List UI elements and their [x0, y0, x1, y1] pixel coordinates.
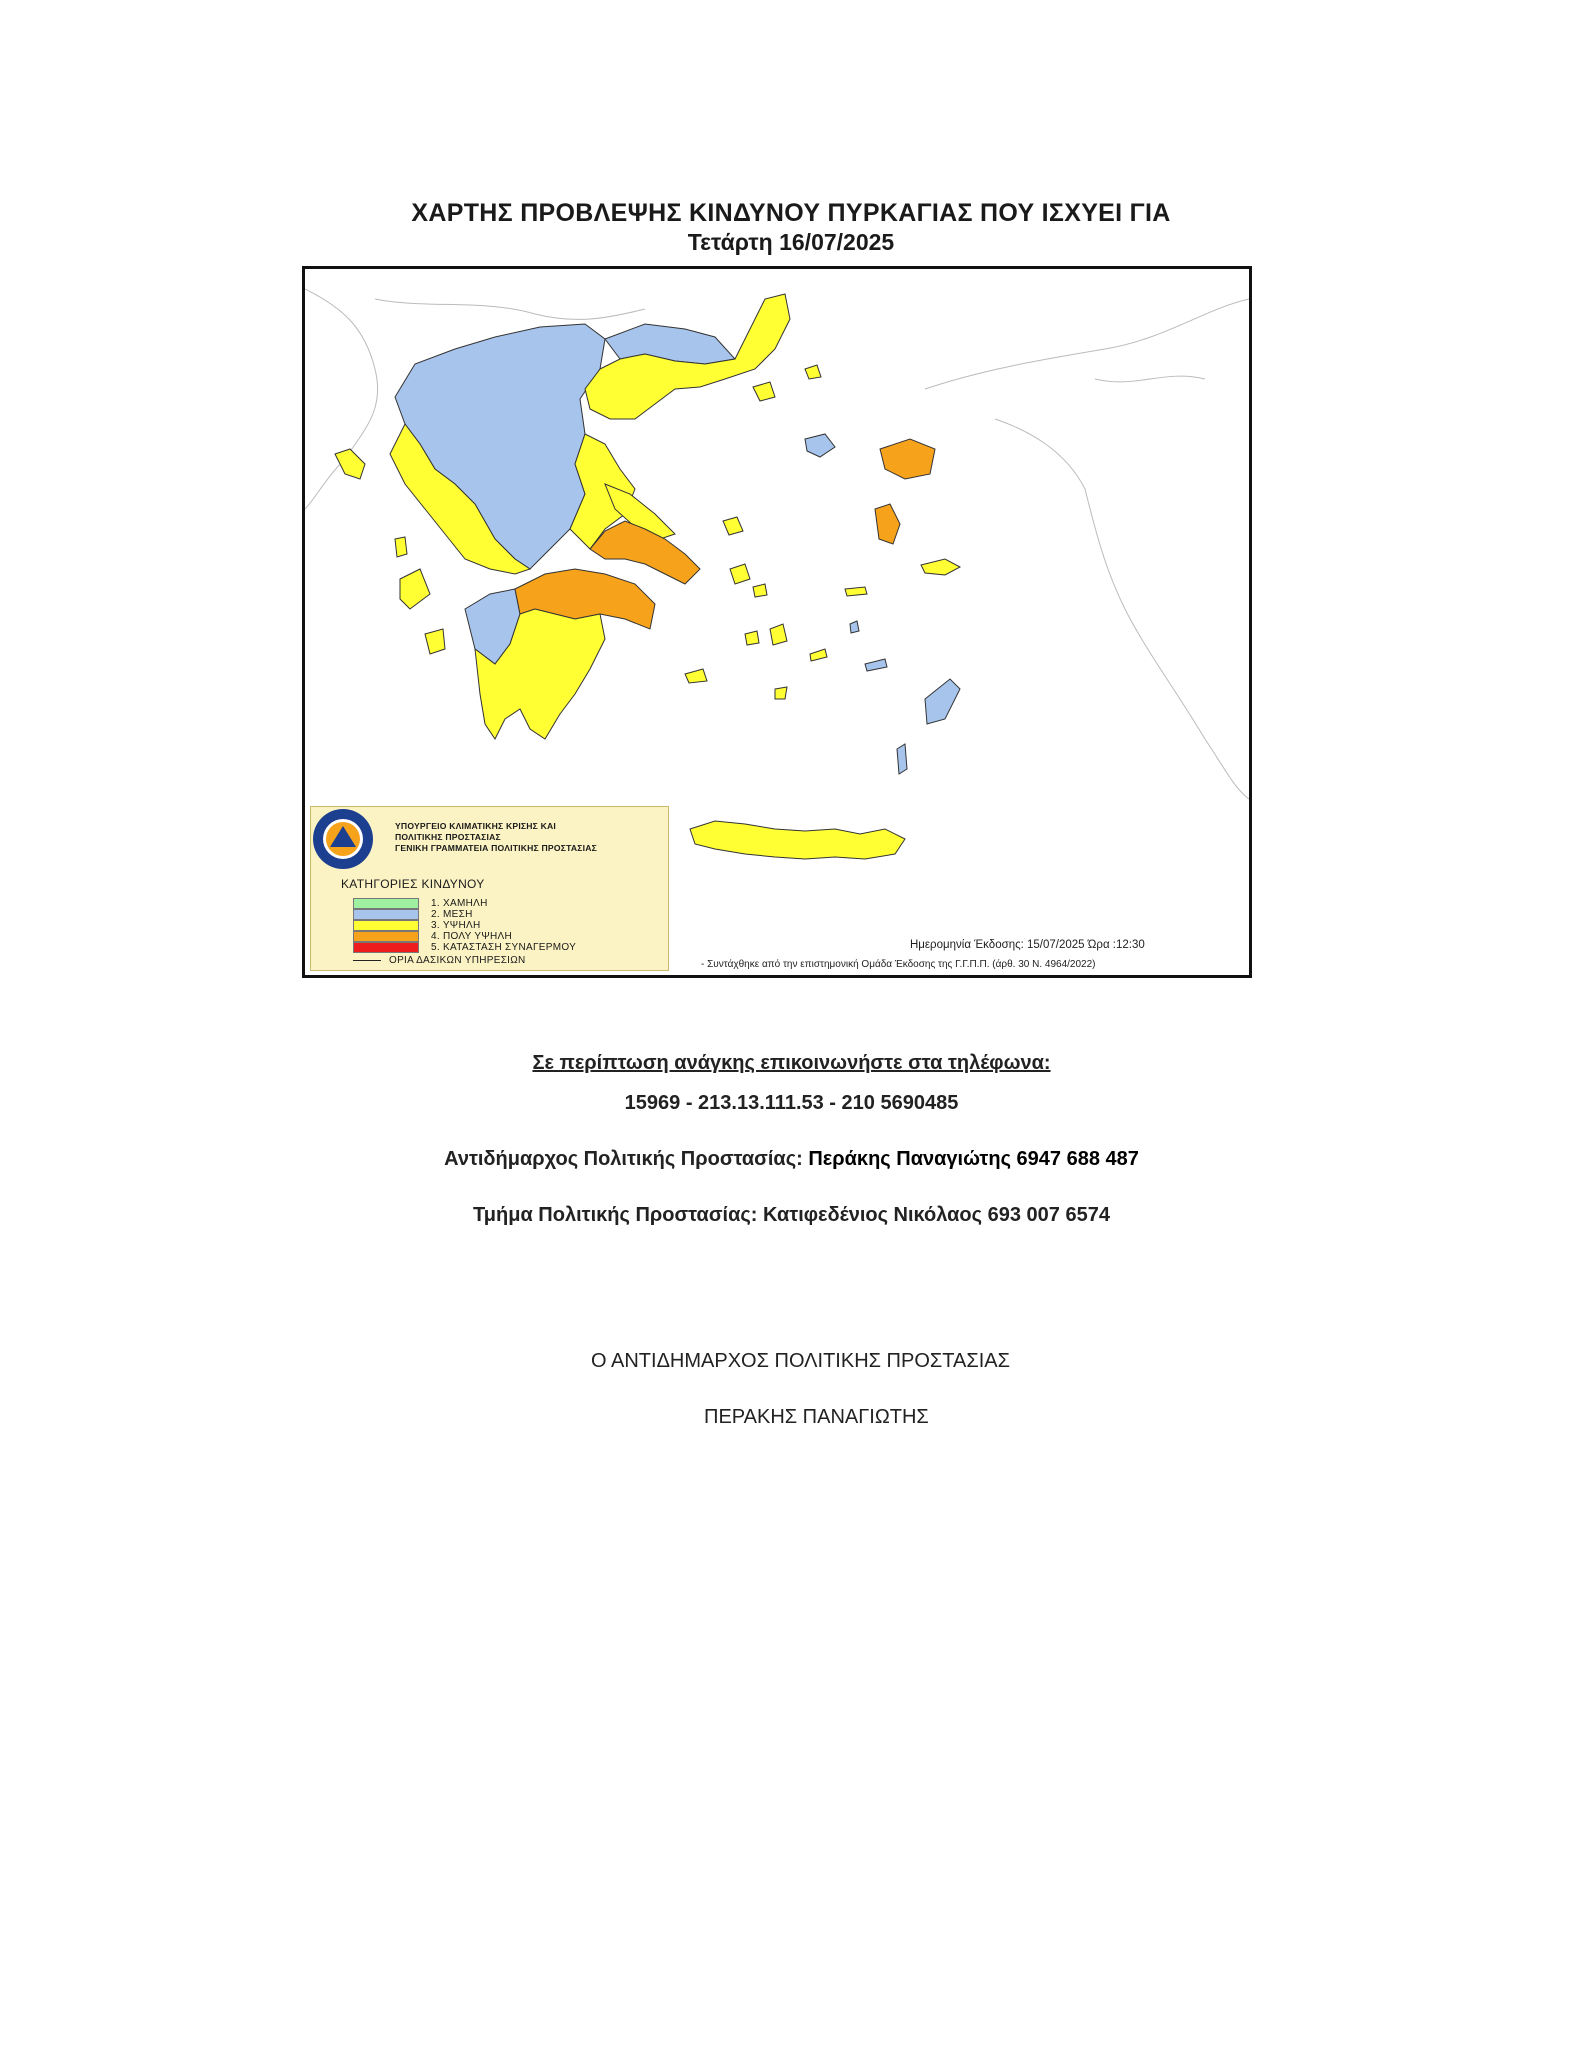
fire-risk-map [302, 266, 1252, 978]
neighbour-outline-north [375, 299, 645, 319]
legend-item [353, 931, 512, 942]
neighbour-outline-turkey-coast [995, 419, 1249, 799]
signature-name: ΠΕΡΑΚΗΣ ΠΑΝΑΓΙΩΤΗΣ [704, 1406, 929, 1428]
deputy-name: Περάκης Παναγιώτης 6947 688 487 [808, 1148, 1139, 1170]
legend-label: 2. ΜΕΣΗ [431, 909, 473, 920]
island-corfu [335, 449, 365, 479]
island-samos [921, 559, 960, 575]
island-kefalonia [400, 569, 430, 609]
legend-boundary [353, 955, 526, 966]
legend-label: 5. ΚΑΤΑΣΤΑΣΗ ΣΥΝΑΓΕΡΜΟΥ [431, 942, 577, 953]
ministry-name: ΥΠΟΥΡΓΕΙΟ ΚΛΙΜΑΤΙΚΗΣ ΚΡΙΣΗΣ ΚΑΙ ΠΟΛΙΤΙΚΗΣ ΠΡΟΣΤΑΣΙΑΣ ΓΕΝΙΚΗ ΓΡΑΜΜΑΤΕΙΑ ΠΟΛΙΤΙΚΗΣ ΠΡΟΣΤΑΣΙΑΣ [395, 821, 598, 853]
legend-swatch [353, 898, 419, 909]
island-zakynthos [425, 629, 445, 654]
island-karpathos [897, 744, 907, 774]
map-legend [310, 806, 669, 971]
legend-swatch [353, 931, 419, 942]
island-kos [865, 659, 887, 671]
island-chios [875, 504, 900, 544]
legend-label: 1. ΧΑΜΗΛΗ [431, 898, 488, 909]
legend-item [353, 942, 576, 953]
island-crete [690, 821, 905, 859]
island-amorgos [810, 649, 827, 661]
neighbour-outline-west [305, 289, 378, 509]
map-title: ΧΑΡΤΗΣ ΠΡΟΒΛΕΨΗΣ ΚΙΝΔΥΝΟΥ ΠΥΡΚΑΓΙΑΣ ΠΟΥ ΙΣΧΥΕΙ ΓΙΑ [411, 199, 1171, 227]
emergency-heading: Σε περίπτωση ανάγκης επικοινωνήστε στα τηλέφωνα: [532, 1052, 1051, 1074]
legend-label: 3. ΥΨΗΛΗ [431, 920, 481, 931]
neighbour-outline-marmara [1095, 376, 1205, 382]
legend-label: 4. ΠΟΛΥ ΥΨΗΛΗ [431, 931, 513, 942]
island-limnos [805, 434, 835, 457]
legend-swatch [353, 920, 419, 931]
deputy-contact [0, 1148, 1583, 1171]
legend-swatch [353, 909, 419, 920]
island-kalymnos [850, 621, 859, 633]
map-header [300, 198, 1282, 256]
signature-title: Ο ΑΝΤΙΔΗΜΑΡΧΟΣ ΠΟΛΙΤΙΚΗΣ ΠΡΟΣΤΑΣΙΑΣ [591, 1350, 1010, 1372]
island-tinos [753, 584, 767, 597]
legend-swatch [353, 942, 419, 953]
legend-item [353, 920, 481, 931]
island-lesvos [880, 439, 935, 479]
deputy-label: Αντιδήμαρχος Πολιτικής Προστασίας: [444, 1148, 809, 1170]
map-date: Τετάρτη 16/07/2025 [687, 229, 895, 255]
island-naxos [770, 624, 787, 645]
neighbour-outline-turkey-north [925, 299, 1249, 389]
legend-title: ΚΑΤΗΓΟΡΙΕΣ ΚΙΝΔΥΝΟΥ [341, 877, 485, 891]
island-santorini [775, 687, 787, 699]
issue-date: Ημερομηνία Έκδοσης: 15/07/2025 Ώρα :12:30 [910, 939, 1145, 951]
map-credits: - Συντάχθηκε από την επιστημονική Ομάδα Έκδοσης της Γ.Γ.Π.Π. (άρθ. 30 Ν. 4964/2022) [701, 959, 1096, 970]
island-rhodes [925, 679, 960, 724]
island-milos [685, 669, 707, 683]
island-andros [730, 564, 750, 584]
island-paros [745, 631, 759, 645]
boundary-label: ΟΡΙΑ ΔΑΣΙΚΩΝ ΥΠΗΡΕΣΙΩΝ [389, 955, 526, 966]
legend-item [353, 898, 488, 909]
island-lefkada [395, 537, 407, 557]
boundary-line-swatch [353, 960, 381, 961]
civil-protection-logo [311, 807, 375, 871]
legend-item [353, 909, 473, 920]
island-skyros [723, 517, 743, 535]
emergency-phones: 15969 - 213.13.111.53 - 210 5690485 [624, 1092, 959, 1114]
department-contact: Τμήμα Πολιτικής Προστασίας: Κατιφεδένιος Νικόλαος 693 007 6574 [473, 1204, 1110, 1226]
island-samothrace [805, 365, 821, 379]
island-thasos [753, 382, 775, 401]
island-ikaria [845, 587, 867, 596]
